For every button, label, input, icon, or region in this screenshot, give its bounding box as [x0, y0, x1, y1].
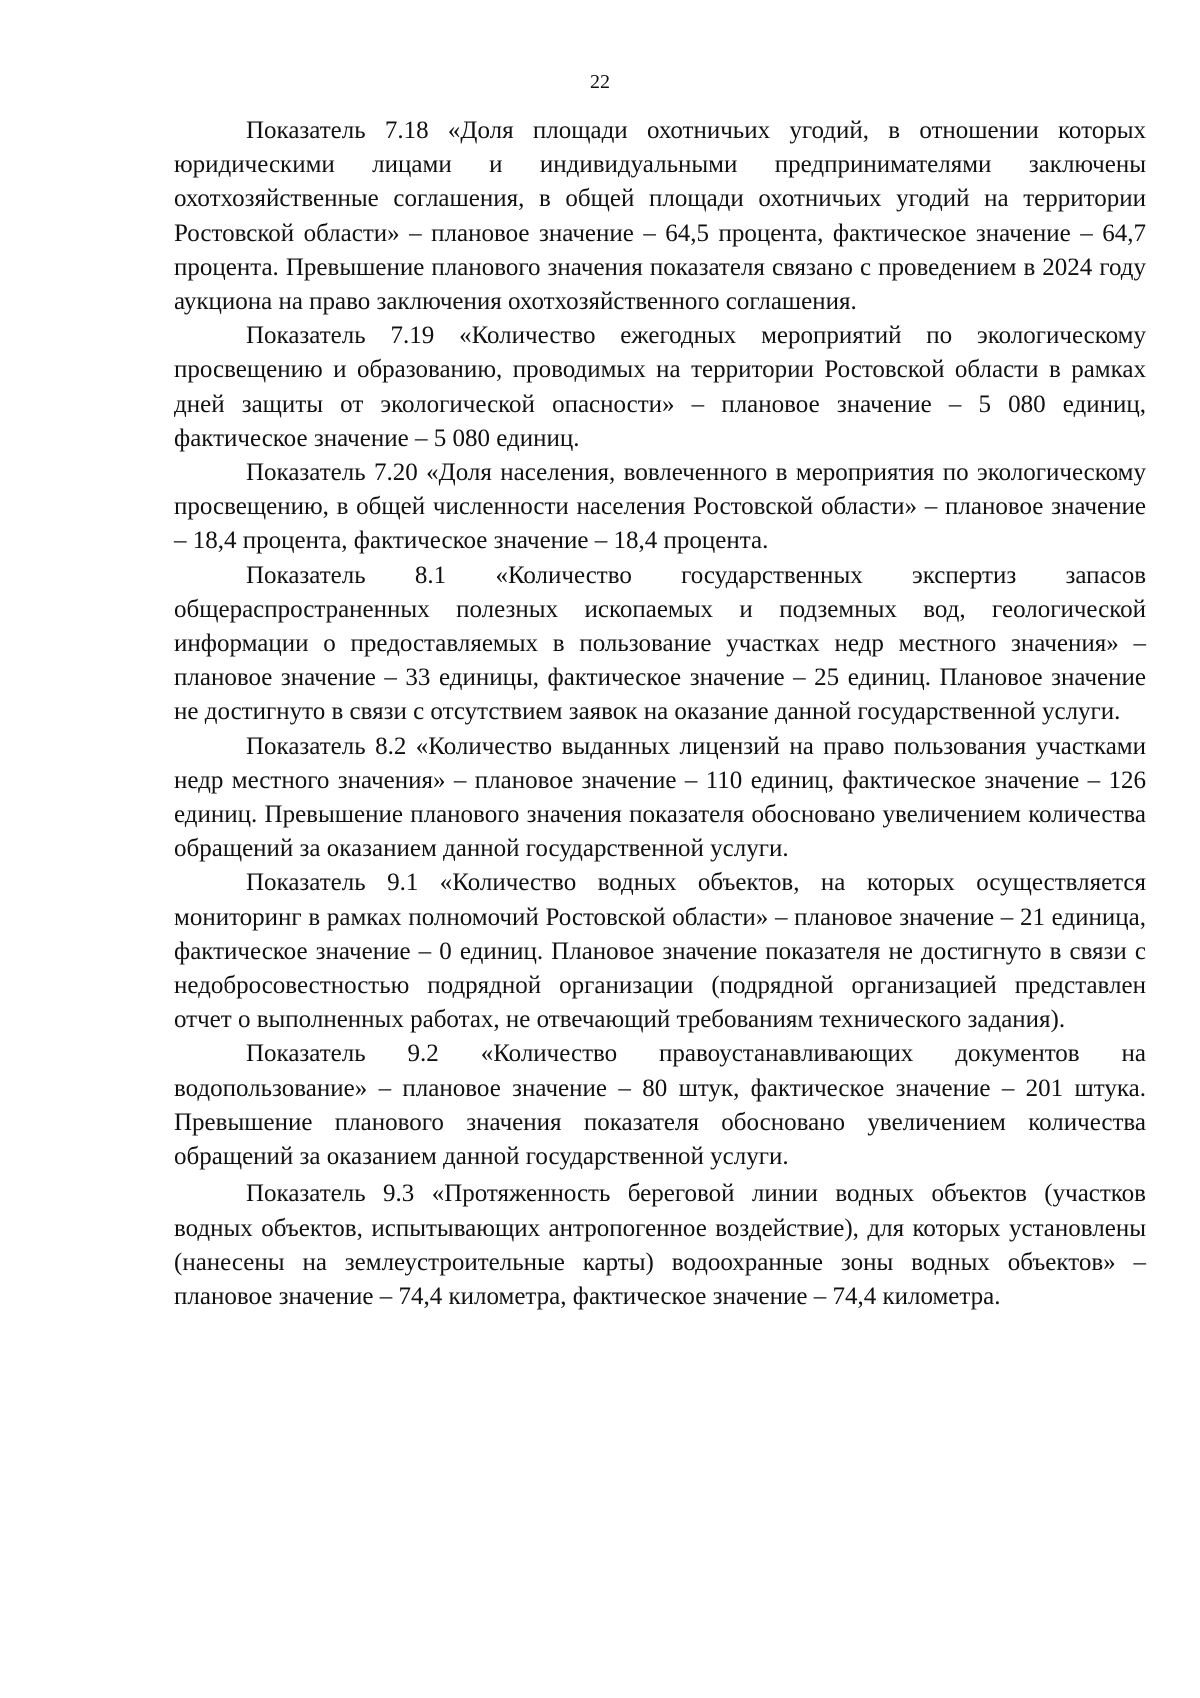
paragraph-indicator-8-2: Показатель 8.2 «Количество выданных лицензий на право пользования участками недр местного значения» – плановое значение – 110 единиц, фактическое значение – 126 единиц. Превышение планового значения показателя обосновано увеличением количества обращений за оказанием данной государственной услуги.	[174, 732, 1146, 863]
paragraph-indicator-7-20: Показатель 7.20 «Доля населения, вовлеченного в мероприятия по экологическому просвещению, в общей численности населения Ростовской области» – плановое значение – 18,4 процента, фактическое значение – 18,4 процента.	[174, 459, 1146, 555]
document-body	[174, 114, 1146, 1314]
paragraph-indicator-7-18: Показатель 7.18 «Доля площади охотничьих угодий, в отношении которых юридическими лицами и индивидуальными предпринимателями заключены охотхозяйственные соглашения, в общей площади охотничьих угодий на территории Ростовской области» – плановое значение – 64,5 процента, фактическое значение – 64,7 процента. Превышение планового значения показателя связано с проведением в 2024 году аукциона на право заключения охотхозяйственного соглашения.	[174, 117, 1146, 316]
page-number: 22	[590, 71, 610, 93]
paragraph-indicator-7-19: Показатель 7.19 «Количество ежегодных мероприятий по экологическому просвещению и образованию, проводимых на территории Ростовской области в рамках дней защиты от экологической опасности» – плановое значение – 5 080 единиц, фактическое значение – 5 080 единиц.	[174, 322, 1146, 452]
paragraph-indicator-9-2: Показатель 9.2 «Количество правоустанавливающих документов на водопользование» – плановое значение – 80 штук, фактическое значение – 201 штука. Превышение планового значения показателя обосновано увеличением количества обращений за оказанием данной государственной услуги.	[174, 1040, 1146, 1171]
paragraph-indicator-8-1: Показатель 8.1 «Количество государственных экспертиз запасов общераспространенных полезных ископаемых и подземных вод, геологической информации о предоставляемых в пользование участках недр местного значения» – плановое значение – 33 единицы, фактическое значение – 25 единиц. Плановое значение не достигнуто в связи с отсутствием заявок на оказание данной государственной услуги.	[174, 561, 1146, 726]
paragraph-indicator-9-3: Показатель 9.3 «Протяженность береговой линии водных объектов (участков водных объектов, испытывающих антропогенное воздействие), для которых установлены (нанесены на землеустроительные карты) водоохранные зоны водных объектов» – плановое значение – 74,4 километра, фактическое значение – 74,4 километра.	[174, 1180, 1146, 1310]
paragraph-indicator-9-1: Показатель 9.1 «Количество водных объектов, на которых осуществляется мониторинг в рамках полномочий Ростовской области» – плановое значение – 21 единица, фактическое значение – 0 единиц. Плановое значение показателя не достигнуто в связи с недобросовестностью подрядной организации (подрядной организацией представлен отчет о выполненных работах, не отвечающий требованиям технического задания).	[174, 869, 1146, 1034]
